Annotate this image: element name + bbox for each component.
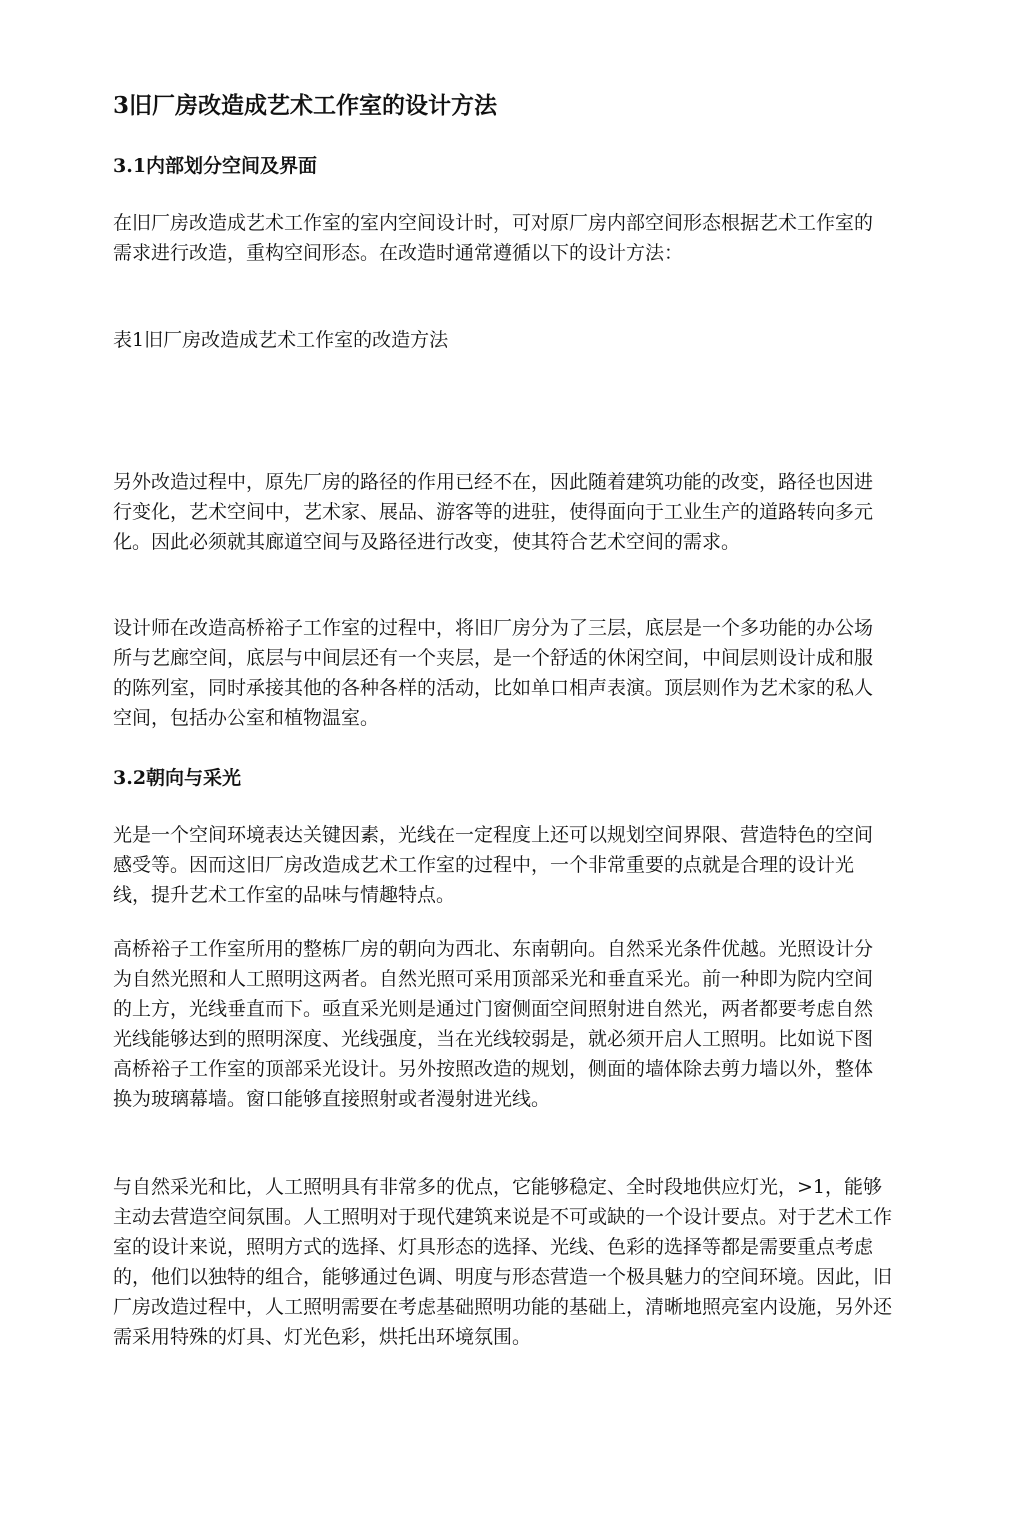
paragraph-path-change: 另外改造过程中，原先厂房的路径的作用已经不在，因此随着建筑功能的改变，路径也因进行变化，艺术空间中，艺术家、展品、游客等的进驻，使得面向于工业生产的道路转向多元化。因此必须就其廊道空间与及路径进行改变，使其符合艺术空间的需求。 (113, 471, 874, 553)
paragraph-artificial-lighting: 与自然采光和比，人工照明具有非常多的优点，它能够稳定、全时段地供应灯光，>1，能够主动去营造空间氛围。人工照明对于现代建筑来说是不可或缺的一个设计要点。对于艺术工作室的设计来说，照明方式的选择、灯具形态的选择、光线、色彩的选择等都是需要重点考虑的，他们以独特的组合，能够通过色调、明度与形态营造一个极具魅力的空间环境。因此，旧厂房改造过程中，人工照明需要在考虑基础照明功能的基础上，清晰地照亮室内设施，另外还需采用特殊的灯具、灯光色彩，烘托出环境氛围。 (113, 1176, 893, 1348)
table-caption: 表1旧厂房改造成艺术工作室的改造方法 (113, 329, 449, 351)
section-heading-3-2: 3.2朝向与采光 (113, 767, 242, 789)
section-heading-3-1: 3.1内部划分空间及界面 (113, 155, 318, 177)
page-title: 3旧厂房改造成艺术工作室的设计方法 (113, 92, 498, 119)
paragraph-natural-lighting: 高桥裕子工作室所用的整栋厂房的朝向为西北、东南朝向。自然采光条件优越。光照设计分为自然光照和人工照明这两者。自然光照可采用顶部采光和垂直采光。前一种即为院内空间的上方，光线垂直而下。亟直采光则是通过门窗侧面空间照射进自然光，两者都要考虑自然光线能够达到的照明深度、光线强度，当在光线较弱是，就必须开启人工照明。比如说下图高桥裕子工作室的顶部采光设计。另外按照改造的规划，侧面的墙体除去剪力墙以外，整体换为玻璃幕墙。窗口能够直接照射或者漫射进光线。 (113, 938, 874, 1110)
paragraph-three-floors: 设计师在改造高桥裕子工作室的过程中，将旧厂房分为了三层，底层是一个多功能的办公场所与艺廊空间，底层与中间层还有一个夹层，是一个舒适的休闲空间，中间层则设计成和服的陈列室，同时承接其他的各种各样的活动，比如单口相声表演。顶层则作为艺术家的私人空间，包括办公室和植物温室。 (113, 617, 874, 729)
paragraph-space-division: 在旧厂房改造成艺术工作室的室内空间设计时，可对原厂房内部空间形态根据艺术工作室的需求进行改造，重构空间形态。在改造时通常遵循以下的设计方法： (113, 212, 874, 264)
paragraph-light-importance: 光是一个空间环境表达关键因素，光线在一定程度上还可以规划空间界限、营造特色的空间感受等。因而这旧厂房改造成艺术工作室的过程中，一个非常重要的点就是合理的设计光线，提升艺术工作室的品味与情趣特点。 (113, 824, 874, 906)
